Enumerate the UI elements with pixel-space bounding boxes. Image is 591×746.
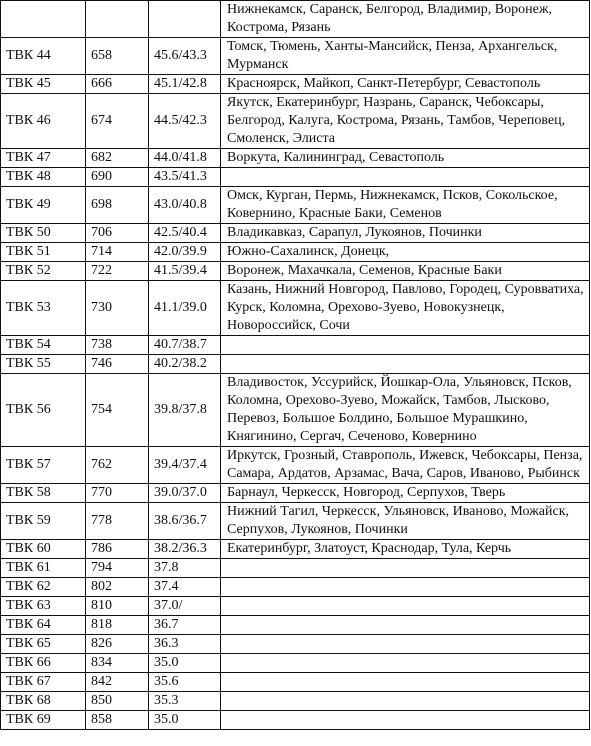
- ratio-cell: 37.0/: [149, 597, 221, 616]
- cities-cell: Омск, Курган, Пермь, Нижнекамск, Псков, Сокольское, Ковернино, Красные Баки, Семенов: [221, 187, 590, 224]
- channel-name-cell: ТВК 62: [1, 578, 86, 597]
- cities-cell: Казань, Нижний Новгород, Павлово, Городец, Суровватиха, Курск, Коломна, Орехово-Зуево, Новокузнецк, Новороссийск, Сочи: [221, 281, 590, 336]
- cities-cell: [221, 168, 590, 187]
- frequency-cell: 674: [86, 94, 149, 149]
- ratio-cell: 42.0/39.9: [149, 243, 221, 262]
- ratio-cell: 37.8: [149, 559, 221, 578]
- channel-name-cell: ТВК 44: [1, 38, 86, 75]
- ratio-cell: 42.5/40.4: [149, 224, 221, 243]
- ratio-cell: 39.4/37.4: [149, 447, 221, 484]
- table-row: [1, 616, 590, 635]
- cities-cell: Нижний Тагил, Черкесск, Ульяновск, Иваново, Можайск, Серпухов, Лукоянов, Починки: [221, 503, 590, 540]
- cities-cell: [221, 673, 590, 692]
- frequency-cell: 802: [86, 578, 149, 597]
- frequency-cell: 826: [86, 635, 149, 654]
- frequency-cell: 858: [86, 711, 149, 730]
- frequency-cell: 730: [86, 281, 149, 336]
- frequency-cell: [86, 1, 149, 38]
- frequency-cell: 794: [86, 559, 149, 578]
- table-row: [1, 243, 590, 262]
- table-row: [1, 654, 590, 673]
- channel-table-body: [1, 1, 590, 730]
- ratio-cell: 35.3: [149, 692, 221, 711]
- frequency-cell: 810: [86, 597, 149, 616]
- table-row: [1, 374, 590, 447]
- frequency-cell: 722: [86, 262, 149, 281]
- cities-cell: [221, 654, 590, 673]
- ratio-cell: 35.0: [149, 711, 221, 730]
- frequency-cell: 786: [86, 540, 149, 559]
- ratio-cell: 38.2/36.3: [149, 540, 221, 559]
- cities-cell: [221, 597, 590, 616]
- frequency-cell: 682: [86, 149, 149, 168]
- channel-name-cell: ТВК 60: [1, 540, 86, 559]
- cities-cell: Томск, Тюмень, Ханты-Мансийск, Пенза, Архангельск, Мурманск: [221, 38, 590, 75]
- cities-cell: [221, 635, 590, 654]
- channel-name-cell: ТВК 64: [1, 616, 86, 635]
- ratio-cell: 39.0/37.0: [149, 484, 221, 503]
- channel-name-cell: ТВК 68: [1, 692, 86, 711]
- table-row: [1, 578, 590, 597]
- frequency-cell: 778: [86, 503, 149, 540]
- ratio-cell: 45.6/43.3: [149, 38, 221, 75]
- table-row: [1, 540, 590, 559]
- ratio-cell: [149, 1, 221, 38]
- table-row: [1, 447, 590, 484]
- channel-name-cell: ТВК 46: [1, 94, 86, 149]
- frequency-cell: 754: [86, 374, 149, 447]
- channel-name-cell: ТВК 54: [1, 336, 86, 355]
- cities-cell: Воронеж, Махачкала, Семенов, Красные Баки: [221, 262, 590, 281]
- frequency-cell: 818: [86, 616, 149, 635]
- cities-cell: Владивосток, Уссурийск, Йошкар-Ола, Ульяновск, Псков, Коломна, Орехово-Зуево, Можайск, Тамбов, Лысково, Перевоз, Большое Болдино, Большое Мурашкино, Княгинино, Сергач, Сеченово, Ковернино: [221, 374, 590, 447]
- ratio-cell: 39.8/37.8: [149, 374, 221, 447]
- frequency-cell: 850: [86, 692, 149, 711]
- cities-cell: [221, 578, 590, 597]
- ratio-cell: 41.5/39.4: [149, 262, 221, 281]
- channel-name-cell: ТВК 47: [1, 149, 86, 168]
- frequency-cell: 666: [86, 75, 149, 94]
- ratio-cell: 44.5/42.3: [149, 94, 221, 149]
- table-row: [1, 597, 590, 616]
- channel-name-cell: ТВК 65: [1, 635, 86, 654]
- table-row: [1, 1, 590, 38]
- cities-cell: [221, 336, 590, 355]
- table-row: [1, 484, 590, 503]
- table-row: [1, 75, 590, 94]
- table-row: [1, 262, 590, 281]
- channel-name-cell: ТВК 50: [1, 224, 86, 243]
- cities-cell: [221, 616, 590, 635]
- table-row: [1, 711, 590, 730]
- table-row: [1, 692, 590, 711]
- channel-name-cell: ТВК 69: [1, 711, 86, 730]
- frequency-cell: 714: [86, 243, 149, 262]
- ratio-cell: 43.5/41.3: [149, 168, 221, 187]
- cities-cell: [221, 559, 590, 578]
- frequency-cell: 706: [86, 224, 149, 243]
- channel-name-cell: ТВК 67: [1, 673, 86, 692]
- frequency-cell: 842: [86, 673, 149, 692]
- ratio-cell: 35.0: [149, 654, 221, 673]
- channel-name-cell: ТВК 52: [1, 262, 86, 281]
- table-row: [1, 187, 590, 224]
- ratio-cell: 41.1/39.0: [149, 281, 221, 336]
- channel-name-cell: ТВК 48: [1, 168, 86, 187]
- table-row: [1, 503, 590, 540]
- cities-cell: Якутск, Екатеринбург, Назрань, Саранск, Чебоксары, Белгород, Калуга, Кострома, Рязань, Тамбов, Череповец, Смоленск, Элиста: [221, 94, 590, 149]
- frequency-cell: 746: [86, 355, 149, 374]
- frequency-cell: 698: [86, 187, 149, 224]
- ratio-cell: 44.0/41.8: [149, 149, 221, 168]
- channel-name-cell: ТВК 57: [1, 447, 86, 484]
- frequency-cell: 690: [86, 168, 149, 187]
- ratio-cell: 36.3: [149, 635, 221, 654]
- frequency-cell: 658: [86, 38, 149, 75]
- frequency-cell: 834: [86, 654, 149, 673]
- cities-cell: Владикавказ, Сарапул, Лукоянов, Починки: [221, 224, 590, 243]
- ratio-cell: 45.1/42.8: [149, 75, 221, 94]
- channel-name-cell: ТВК 56: [1, 374, 86, 447]
- ratio-cell: 37.4: [149, 578, 221, 597]
- cities-cell: Нижнекамск, Саранск, Белгород, Владимир, Воронеж, Кострома, Рязань: [221, 1, 590, 38]
- ratio-cell: 40.7/38.7: [149, 336, 221, 355]
- channel-name-cell: ТВК 49: [1, 187, 86, 224]
- table-row: [1, 281, 590, 336]
- table-row: [1, 355, 590, 374]
- cities-cell: [221, 711, 590, 730]
- table-row: [1, 336, 590, 355]
- ratio-cell: 43.0/40.8: [149, 187, 221, 224]
- channel-name-cell: ТВК 45: [1, 75, 86, 94]
- cities-cell: Красноярск, Майкоп, Санкт-Петербург, Севастополь: [221, 75, 590, 94]
- cities-cell: Воркута, Калининград, Севастополь: [221, 149, 590, 168]
- ratio-cell: 36.7: [149, 616, 221, 635]
- frequency-cell: 738: [86, 336, 149, 355]
- channel-name-cell: ТВК 66: [1, 654, 86, 673]
- channel-name-cell: [1, 1, 86, 38]
- ratio-cell: 35.6: [149, 673, 221, 692]
- cities-cell: [221, 692, 590, 711]
- ratio-cell: 38.6/36.7: [149, 503, 221, 540]
- table-row: [1, 559, 590, 578]
- cities-cell: Екатеринбург, Златоуст, Краснодар, Тула, Керчь: [221, 540, 590, 559]
- cities-cell: [221, 355, 590, 374]
- frequency-cell: 762: [86, 447, 149, 484]
- channel-name-cell: ТВК 61: [1, 559, 86, 578]
- frequency-cell: 770: [86, 484, 149, 503]
- table-row: [1, 224, 590, 243]
- channel-name-cell: ТВК 59: [1, 503, 86, 540]
- table-row: [1, 38, 590, 75]
- table-row: [1, 635, 590, 654]
- cities-cell: Иркутск, Грозный, Ставрополь, Ижевск, Чебоксары, Пенза, Самара, Ардатов, Арзамас, Вача, Саров, Иваново, Рыбинск: [221, 447, 590, 484]
- table-row: [1, 168, 590, 187]
- table-row: [1, 149, 590, 168]
- table-row: [1, 673, 590, 692]
- channel-name-cell: ТВК 51: [1, 243, 86, 262]
- channel-name-cell: ТВК 63: [1, 597, 86, 616]
- table-row: [1, 94, 590, 149]
- cities-cell: Барнаул, Черкесск, Новгород, Серпухов, Тверь: [221, 484, 590, 503]
- channel-name-cell: ТВК 58: [1, 484, 86, 503]
- ratio-cell: 40.2/38.2: [149, 355, 221, 374]
- channel-name-cell: ТВК 53: [1, 281, 86, 336]
- cities-cell: Южно-Сахалинск, Донецк,: [221, 243, 590, 262]
- channel-name-cell: ТВК 55: [1, 355, 86, 374]
